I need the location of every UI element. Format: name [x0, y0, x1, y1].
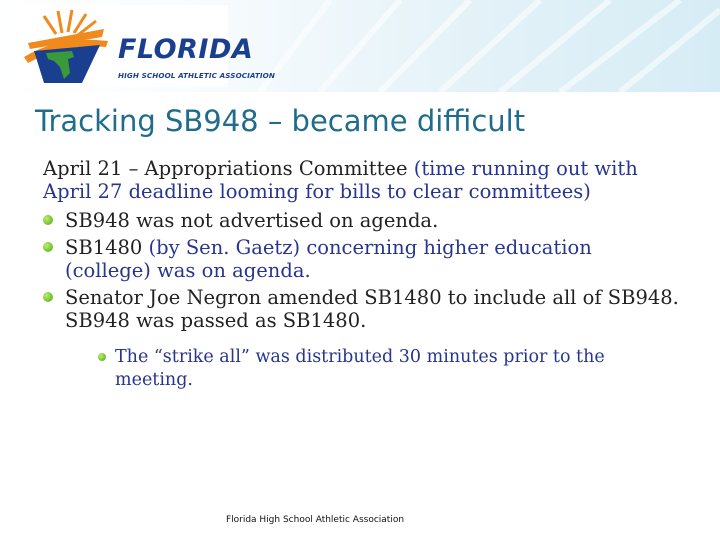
intro-paragraph [43, 157, 683, 203]
bullet-item [43, 286, 683, 392]
sub-bullet-list [65, 346, 683, 392]
sub-bullet-dot-icon [98, 353, 106, 361]
bullet-text: Senator Joe Negron amended SB1480 to include all of SB948. SB948 was passed as SB1480. [65, 286, 679, 332]
bullet-item [43, 236, 683, 282]
sub-bullet-text: The “strike all” was distributed 30 minutes prior to the meeting. [115, 347, 605, 390]
bullet-dot-icon [43, 292, 53, 302]
intro-text: April 21 – Appropriations Committee [43, 157, 408, 180]
fhsaa-logo [20, 5, 276, 87]
intro-text-blue: (time running out with April 27 deadline looming for bills to clear committees) [43, 157, 638, 203]
slide-body [43, 157, 683, 396]
slide-title: Tracking SB948 – became difficult [35, 104, 526, 138]
bullet-list [43, 209, 683, 392]
sub-bullet-item [65, 346, 683, 392]
slide-footer [0, 515, 630, 525]
bullet-text: SB1480 [65, 236, 149, 259]
footer-text: Florida High School Athletic Association [225, 515, 405, 525]
bullet-text-blue: (by Sen. Gaetz) concerning higher education (college) was on agenda. [65, 236, 592, 282]
logo-wordmark: FLORIDA [118, 34, 254, 65]
bullet-text: SB948 was not advertised on agenda. [65, 209, 439, 232]
bullet-dot-icon [43, 242, 53, 252]
bullet-item [43, 209, 683, 232]
bullet-dot-icon [43, 215, 53, 225]
logo-subtitle: HIGH SCHOOL ATHLETIC ASSOCIATION [118, 71, 276, 80]
